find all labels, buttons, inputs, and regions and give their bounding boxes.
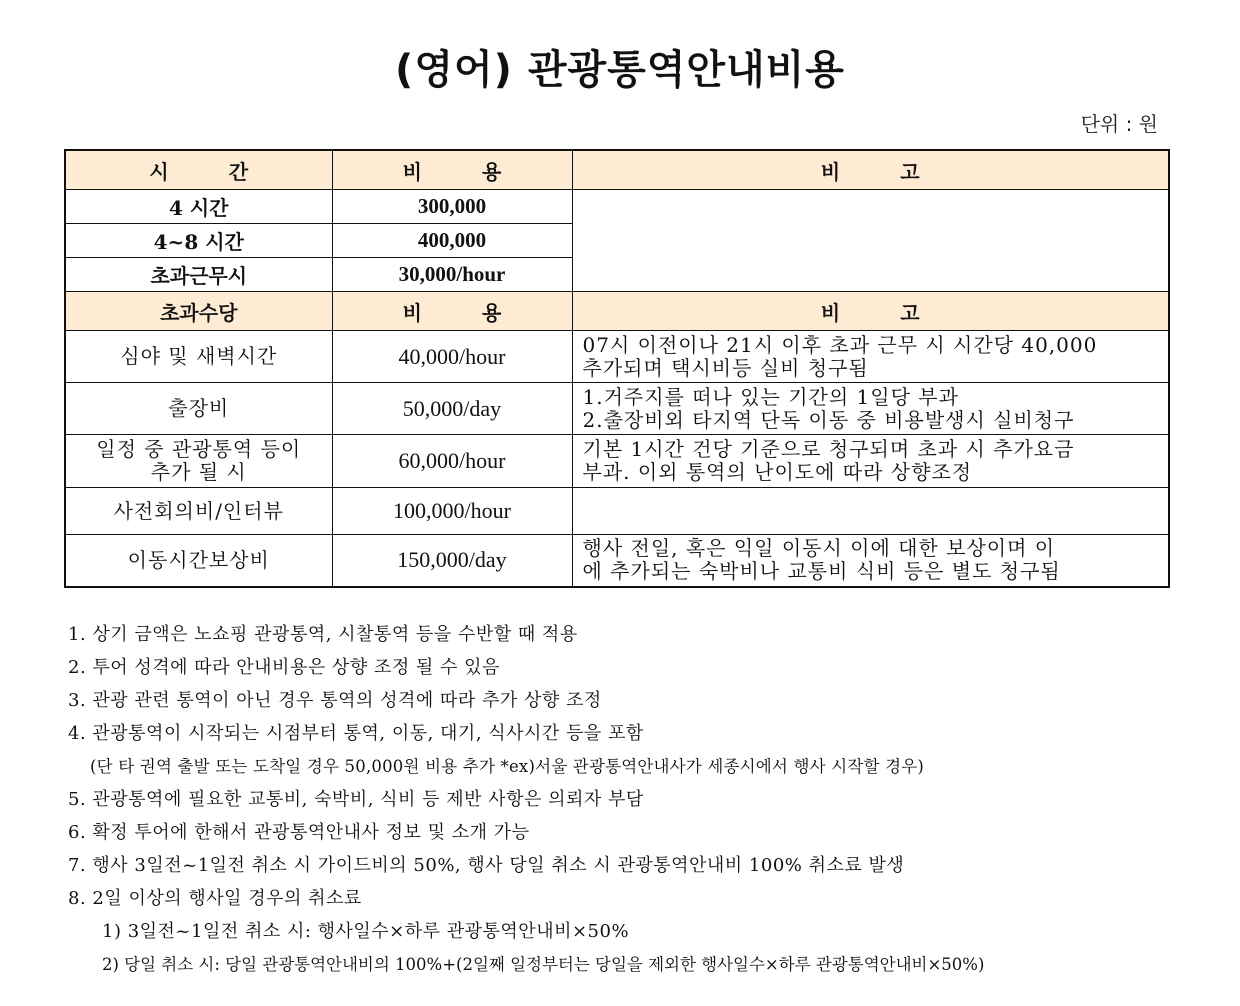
cost-cell: 30,000/hour xyxy=(332,258,572,292)
page-title: (영어) 관광통역안내비용 xyxy=(395,47,845,93)
time-cell: 4 시간 xyxy=(65,190,332,224)
note-item: 3. 관광 관련 통역이 아닌 경우 통역의 성격에 따라 추가 상향 조정 xyxy=(68,690,602,711)
note-item: 7. 행사 3일전~1일전 취소 시 가이드비의 50%, 행사 당일 취소 시 관광통역안내비 100% 취소료 발생 xyxy=(68,855,905,876)
item-cell: 출장비 xyxy=(65,383,332,435)
item-cell: 이동시간보상비 xyxy=(65,535,332,587)
allowance-header-row xyxy=(65,292,1169,331)
header-time: 시 간 xyxy=(65,150,332,190)
note-subitem: 2) 당일 취소 시: 당일 관광통역안내비의 100%+(2일째 일정부터는 당일을 제외한 행사일수×하루 관광통역안내비×50%) xyxy=(102,955,985,974)
time-cell: 4~8 시간 xyxy=(65,224,332,258)
basic-header-row xyxy=(65,150,1169,190)
note-item: 8. 2일 이상의 행사일 경우의 취소료 xyxy=(68,888,362,909)
remarks-cell: 07시 이전이나 21시 이후 초과 근무 시 시간당 40,000 추가되며 택시비등 실비 청구됨 xyxy=(572,331,1169,383)
cost-cell: 100,000/hour xyxy=(332,488,572,535)
cost-cell: 300,000 xyxy=(332,190,572,224)
table-row xyxy=(65,535,1169,587)
header-cost: 비 용 xyxy=(332,150,572,190)
item-cell: 일정 중 관광통역 등이 추가 될 시 xyxy=(65,435,332,488)
notes-list xyxy=(68,618,1178,981)
unit-label: 단위 : 원 xyxy=(1080,112,1158,136)
note-subitem: 1) 3일전~1일전 취소 시: 행사일수×하루 관광통역안내비×50% xyxy=(102,921,630,942)
header-cost: 비 용 xyxy=(332,292,572,331)
remarks-cell-empty xyxy=(572,190,1169,292)
cost-cell: 400,000 xyxy=(332,224,572,258)
note-item: 4. 관광통역이 시작되는 시점부터 통역, 이동, 대기, 식사시간 등을 포함 xyxy=(68,723,644,744)
item-cell: 사전회의비/인터뷰 xyxy=(65,488,332,535)
time-cell: 초과근무시 xyxy=(65,258,332,292)
cost-cell: 60,000/hour xyxy=(332,435,572,488)
header-allowance: 초과수당 xyxy=(65,292,332,331)
remarks-cell: 기본 1시간 건당 기준으로 청구되며 초과 시 추가요금 부과. 이외 통역의 난이도에 따라 상향조정 xyxy=(572,435,1169,488)
table-row xyxy=(65,435,1169,488)
note-item: 6. 확정 투어에 한해서 관광통역안내사 정보 및 소개 가능 xyxy=(68,822,530,843)
note-item: 1. 상기 금액은 노쇼핑 관광통역, 시찰통역 등을 수반할 때 적용 xyxy=(68,624,578,645)
remarks-cell: 행사 전일, 혹은 익일 이동시 이에 대한 보상이며 이 에 추가되는 숙박비나 교통비 식비 등은 별도 청구됨 xyxy=(572,535,1169,587)
fee-table xyxy=(64,149,1170,588)
item-cell: 심야 및 새벽시간 xyxy=(65,331,332,383)
note-item: 2. 투어 성격에 따라 안내비용은 상향 조정 될 수 있음 xyxy=(68,657,500,678)
table-row xyxy=(65,331,1169,383)
table-row xyxy=(65,488,1169,535)
cost-cell: 50,000/day xyxy=(332,383,572,435)
remarks-cell xyxy=(572,488,1169,535)
header-remarks: 비 고 xyxy=(572,292,1169,331)
note-item: 5. 관광통역에 필요한 교통비, 숙박비, 식비 등 제반 사항은 의뢰자 부담 xyxy=(68,789,644,810)
cost-cell: 40,000/hour xyxy=(332,331,572,383)
cost-cell: 150,000/day xyxy=(332,535,572,587)
header-remarks: 비 고 xyxy=(572,150,1169,190)
note-subitem: (단 타 권역 출발 또는 도착일 경우 50,000원 비용 추가 *ex)서울 관광통역안내사가 세종시에서 행사 시작할 경우) xyxy=(90,757,924,776)
table-row xyxy=(65,190,1169,224)
table-row xyxy=(65,383,1169,435)
remarks-cell: 1.거주지를 떠나 있는 기간의 1일당 부과 2.출장비외 타지역 단독 이동 중 비용발생시 실비청구 xyxy=(572,383,1169,435)
